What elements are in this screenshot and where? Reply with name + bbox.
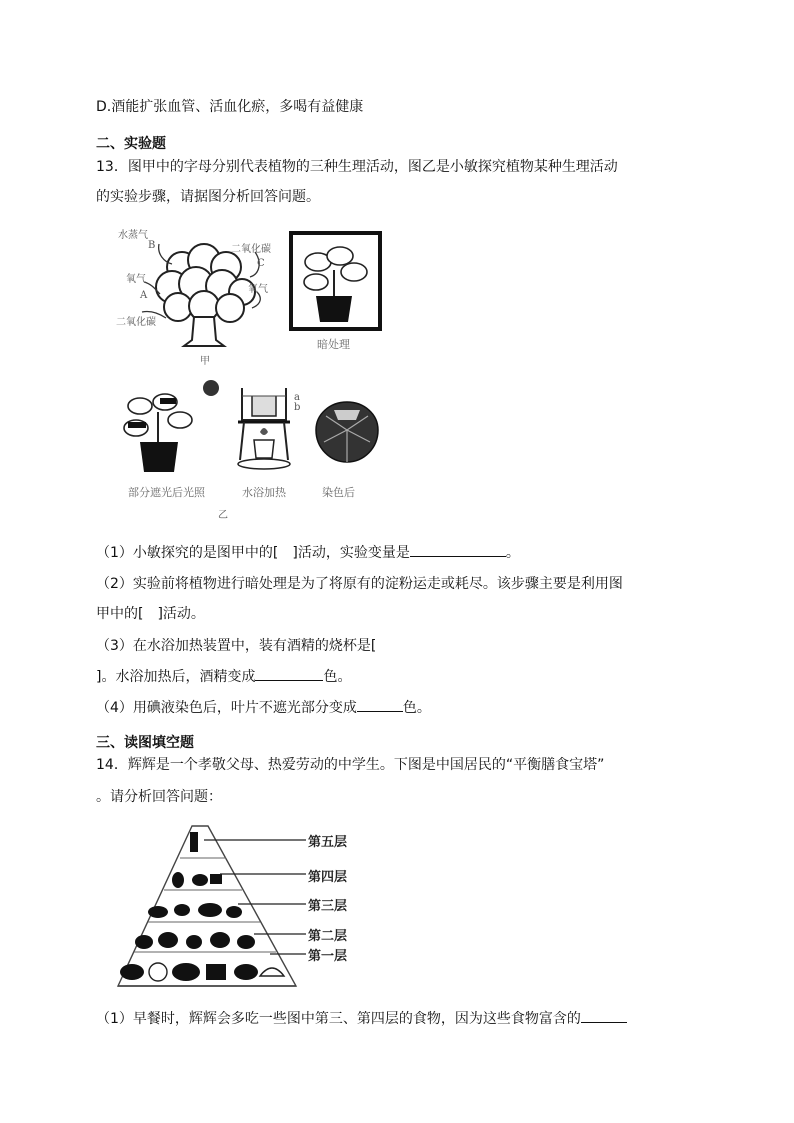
answer-blank-leaf-color[interactable] xyxy=(357,697,403,712)
dark-treatment-box-illustration xyxy=(288,230,383,332)
sub3-text: ]。水浴加热后，酒精变成 xyxy=(96,669,256,685)
label-C: C xyxy=(257,258,265,269)
caption-water-bath: 水浴加热 xyxy=(242,486,286,499)
previous-question-option: D.酒能扩张血管、活血化瘀，多喝有益健康 xyxy=(96,99,364,115)
caption-partial-shading: 部分遮光后光照 xyxy=(128,486,205,499)
beaker-label-b: b xyxy=(294,402,301,413)
question-14-text-line2: 。请分析回答问题： xyxy=(96,789,222,805)
shaded-potted-plant-illustration xyxy=(120,392,200,477)
pyramid-layer-4-label: 第四层 xyxy=(308,870,348,885)
label-A: A xyxy=(140,290,148,301)
sun-icon xyxy=(200,377,222,399)
question-13-sub3-line1: （3）在水浴加热装置中，装有酒精的烧杯是[ xyxy=(96,638,377,654)
label-yi: 乙 xyxy=(218,510,228,521)
caption-dark-treatment: 暗处理 xyxy=(317,338,350,351)
sub3-end: 色。 xyxy=(323,669,352,685)
section-heading-diagram-fill: 三、读图填空题 xyxy=(96,735,194,751)
q14-sub1-text: （1）早餐时，辉辉会多吃一些图中第三、第四层的食物，因为这些食物富含的 xyxy=(96,1011,581,1027)
question-14-sub1 xyxy=(96,1008,627,1029)
sub4-text: （4）用碘液染色后，叶片不遮光部分变成 xyxy=(96,700,357,716)
beaker-label-a: a xyxy=(294,392,300,403)
label-carbon-dioxide-top: 二氧化碳 xyxy=(231,244,271,255)
pyramid-layer-1-label: 第一层 xyxy=(308,949,348,964)
answer-blank-variable[interactable] xyxy=(410,542,506,557)
label-B: B xyxy=(148,240,156,251)
pyramid-layer-5-label: 第五层 xyxy=(308,835,348,850)
question-13-sub3-line2 xyxy=(96,666,351,687)
caption-after-staining: 染色后 xyxy=(322,486,355,499)
sub1-text: （1）小敏探究的是图甲中的[ ]活动，实验变量是 xyxy=(96,545,410,561)
answer-blank-nutrient[interactable] xyxy=(581,1008,627,1023)
question-14-text-line1: 14．辉辉是一个孝敬父母、热爱劳动的中学生。下图是中国居民的“平衡膳食宝塔” xyxy=(96,757,605,773)
question-13-sub1 xyxy=(96,542,520,563)
question-13-text-line1: 13．图甲中的字母分别代表植物的三种生理活动，图乙是小敏探究植物某种生理活动 xyxy=(96,159,618,175)
sub1-end: 。 xyxy=(505,545,520,561)
label-carbon-dioxide-bottom: 二氧化碳 xyxy=(116,317,156,328)
question-13-sub4 xyxy=(96,697,431,718)
question-13-sub2-line1: （2）实验前将植物进行暗处理是为了将原有的淀粉运走或耗尽。该步骤主要是利用图 xyxy=(96,576,623,592)
section-heading-experiment: 二、实验题 xyxy=(96,136,166,152)
question-13-text-line2: 的实验步骤，请据图分析回答问题。 xyxy=(96,189,320,205)
stained-leaf-illustration xyxy=(312,398,382,466)
label-jia: 甲 xyxy=(200,356,210,367)
pyramid-layer-3-label: 第三层 xyxy=(308,899,348,914)
question-13-sub2-line2: 甲中的[ ]活动。 xyxy=(96,606,205,622)
label-oxygen-right: 氧气 xyxy=(248,284,268,295)
answer-blank-alcohol-color[interactable] xyxy=(255,666,323,681)
label-oxygen-left: 氧气 xyxy=(126,274,146,285)
sub4-end: 色。 xyxy=(402,700,431,716)
water-bath-heating-apparatus xyxy=(232,376,300,476)
label-water-vapor: 水蒸气 xyxy=(118,230,148,241)
pyramid-layer-2-label: 第二层 xyxy=(308,929,348,944)
